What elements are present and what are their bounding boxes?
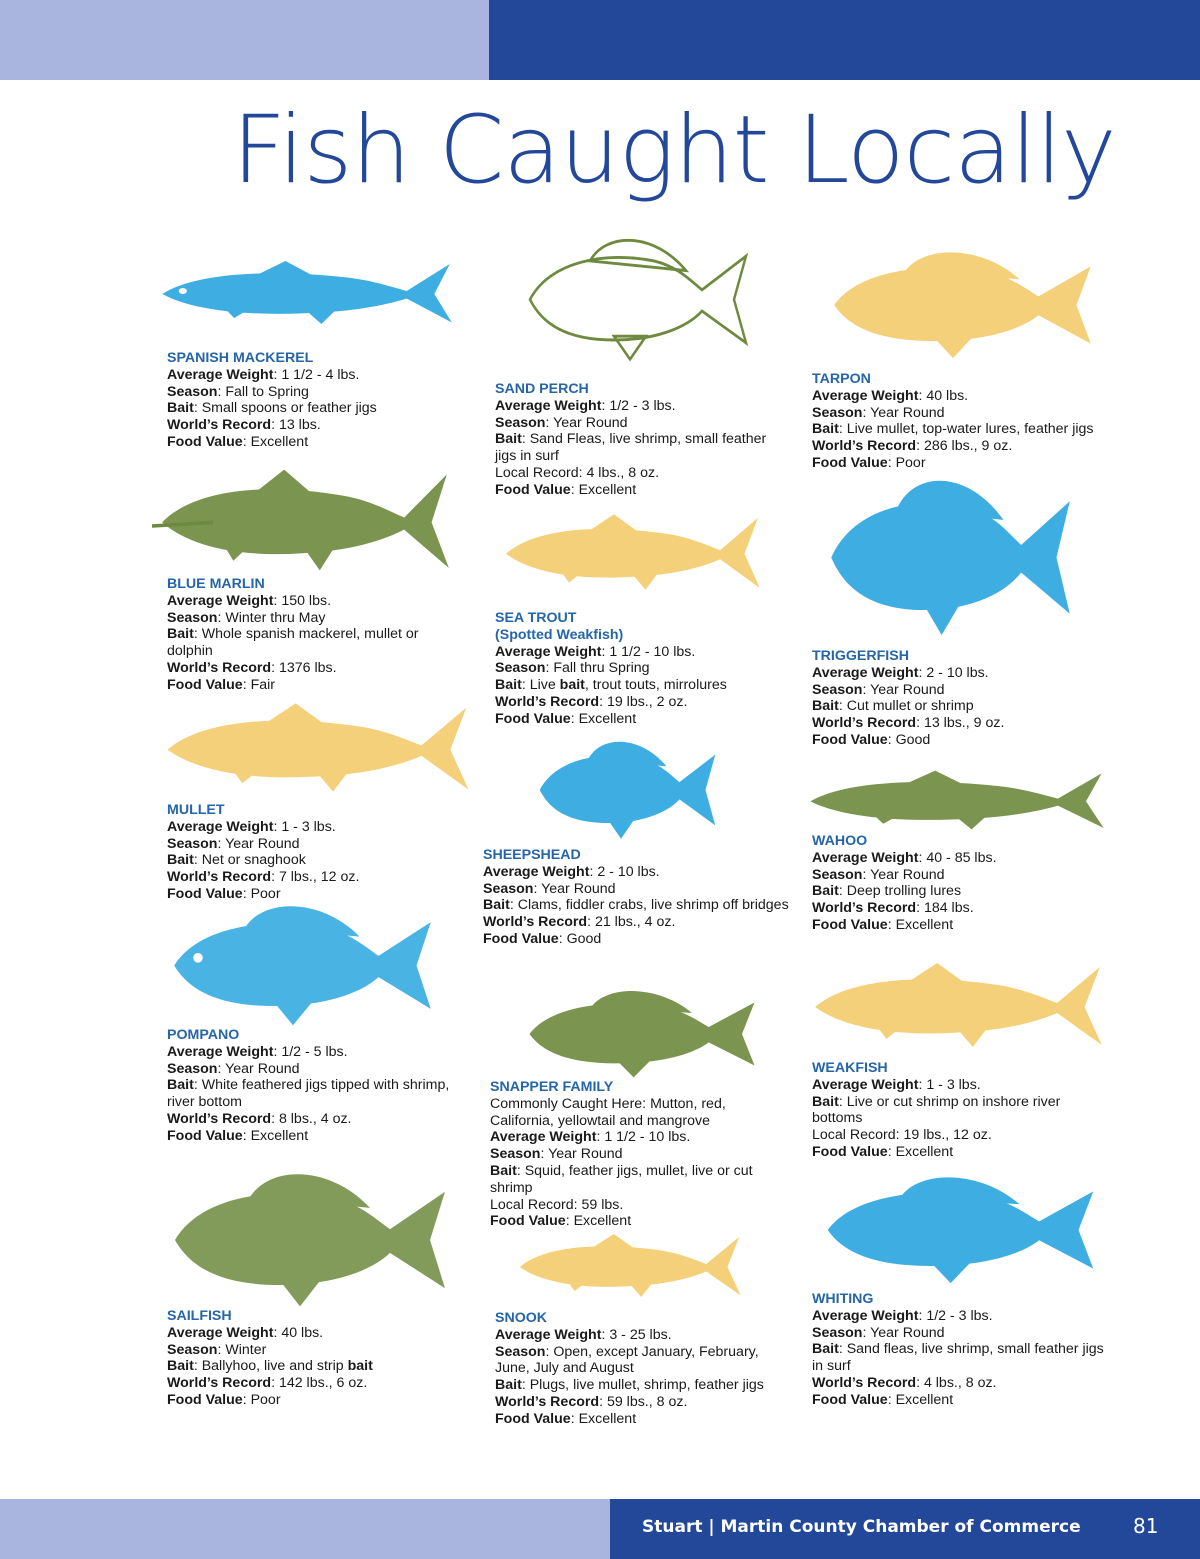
detail-label: Bait — [495, 1377, 522, 1394]
fish-detail-row — [167, 610, 467, 627]
detail-value: : Good — [558, 930, 602, 947]
fish-detail-row — [495, 1411, 785, 1428]
detail-label: Season — [490, 1146, 541, 1163]
detail-value: : 1376 lbs. — [271, 659, 337, 676]
wahoo-illustration — [800, 765, 1112, 835]
blue-marlin-illustration — [152, 460, 457, 580]
fish-detail-row — [167, 1392, 467, 1409]
fish-detail-row — [812, 665, 1112, 682]
detail-value: : Year Round — [862, 866, 945, 883]
detail-label: World’s Record — [167, 659, 272, 676]
fish-detail-row — [483, 897, 803, 914]
detail-value: : Year Round — [533, 880, 616, 897]
fish-detail-row — [812, 917, 1112, 934]
fish-entry-sheepshead — [483, 847, 803, 948]
fish-detail-row — [167, 434, 467, 451]
detail-value: : Year Round — [862, 404, 945, 421]
detail-label: Season — [167, 1060, 218, 1077]
sea-trout-illustration — [497, 507, 767, 597]
weakfish-illustration — [805, 955, 1110, 1055]
detail-value: : Excellent — [242, 433, 309, 450]
detail-label: Season — [167, 383, 218, 400]
fish-name: SHEEPSHEAD — [483, 847, 581, 863]
detail-label: Food Value — [167, 1127, 243, 1144]
fish-detail-row — [167, 660, 467, 677]
fish-detail-row — [167, 1375, 467, 1392]
detail-value: : Net or snaghook — [193, 852, 306, 869]
fish-detail-row — [812, 715, 1112, 732]
fish-name: WAHOO — [812, 833, 868, 849]
detail-value: : Ballyhoo, live and strip — [193, 1358, 348, 1375]
page-number: 81 — [1133, 1514, 1159, 1538]
fish-name: BLUE MARLIN — [167, 576, 265, 592]
detail-label: Food Value — [812, 1143, 888, 1160]
detail-label: World’s Record — [812, 900, 917, 917]
fish-entry-pompano — [167, 1027, 467, 1145]
fish-detail-row — [812, 405, 1112, 422]
header-band-light — [0, 0, 489, 80]
fish-detail-row — [167, 819, 467, 836]
detail-label: Season — [495, 660, 546, 677]
detail-value: : Fall thru Spring — [545, 660, 650, 677]
detail-value: : Plugs, live mullet, shrimp, feather jigs — [521, 1377, 764, 1394]
detail-value: : 7 lbs., 12 oz. — [271, 869, 360, 886]
fish-detail-row — [495, 1394, 785, 1411]
fish-detail-row — [812, 1077, 1112, 1094]
fish-detail-row — [812, 900, 1112, 917]
fish-entry-sand-perch — [495, 381, 785, 499]
detail-label: Season — [167, 609, 218, 626]
detail-value: : 1/2 - 5 lbs. — [273, 1043, 348, 1060]
triggerfish-illustration — [818, 470, 1083, 645]
detail-value: : Fair — [242, 676, 276, 693]
detail-label: Season — [812, 866, 863, 883]
detail-value: : White feathered jigs tipped with shrimp, river bottom — [167, 1077, 450, 1111]
sailfish-illustration — [160, 1165, 460, 1315]
detail-label: Food Value — [483, 930, 559, 947]
detail-label: Bait — [167, 1358, 194, 1375]
fish-detail-row — [495, 1327, 785, 1344]
detail-value: : Live or cut shrimp on inshore river bottoms — [812, 1093, 1061, 1127]
detail-value: : 13 lbs. — [271, 417, 321, 434]
detail-value: : Squid, feather jigs, mullet, live or cut shrimp — [490, 1162, 753, 1196]
detail-label: Bait — [167, 1077, 194, 1094]
detail-label: Average Weight — [167, 1043, 274, 1060]
detail-value: : Excellent — [570, 710, 637, 727]
detail-value: : Excellent — [887, 1143, 954, 1160]
fish-detail-row — [483, 881, 803, 898]
detail-value: : Poor — [887, 454, 926, 471]
detail-value: : 1 1/2 - 10 lbs. — [601, 643, 696, 660]
detail-value: : 40 lbs. — [918, 387, 969, 404]
fish-detail-row — [495, 1377, 785, 1394]
detail-value: : Live — [521, 677, 560, 694]
fish-entry-spanish-mackerel — [167, 350, 467, 451]
detail-value: : 1/2 - 3 lbs. — [918, 1307, 993, 1324]
sand-perch-illustration — [518, 232, 758, 367]
detail-value: Local Record: 19 lbs., 12 oz. — [812, 1127, 992, 1144]
detail-label: Bait — [812, 1093, 839, 1110]
detail-value: : Excellent — [565, 1213, 632, 1230]
fish-detail-row — [812, 1392, 1112, 1409]
detail-label: World’s Record — [812, 1374, 917, 1391]
detail-value-cont: , trout touts, mirrolures — [584, 677, 727, 694]
fish-entry-wahoo — [812, 833, 1112, 934]
detail-label: World’s Record — [812, 438, 917, 455]
fish-entry-snook — [495, 1310, 785, 1428]
detail-value: : Small spoons or feather jigs — [193, 400, 377, 417]
detail-label: Bait — [812, 421, 839, 438]
detail-value: Local Record: 59 lbs. — [490, 1196, 624, 1213]
detail-value: : 286 lbs., 9 oz. — [916, 438, 1013, 455]
detail-label: Bait — [167, 852, 194, 869]
detail-label: Food Value — [495, 710, 571, 727]
fish-detail-row — [167, 869, 467, 886]
page-title: Fish Caught Locally — [232, 96, 1116, 205]
detail-value: : 40 lbs. — [273, 1324, 324, 1341]
fish-detail-row — [490, 1129, 780, 1146]
fish-detail-row — [495, 465, 785, 482]
fish-detail-row — [490, 1096, 780, 1130]
detail-label: Bait — [812, 883, 839, 900]
fish-name: TRIGGERFISH — [812, 648, 909, 664]
detail-value: : Winter thru May — [217, 609, 326, 626]
fish-entry-sailfish — [167, 1308, 467, 1409]
detail-value: Commonly Caught Here: Mutton, red, California, yellowtail and mangrove — [490, 1095, 726, 1129]
fish-detail-row — [483, 864, 803, 881]
fish-detail-row — [495, 482, 785, 499]
detail-label: Bait — [812, 698, 839, 715]
detail-value: : Fall to Spring — [217, 383, 309, 400]
detail-value: : 4 lbs., 8 oz. — [916, 1374, 997, 1391]
fish-detail-row — [495, 415, 785, 432]
detail-label: World’s Record — [167, 1110, 272, 1127]
detail-label: Food Value — [167, 676, 243, 693]
fish-detail-row — [167, 1077, 467, 1111]
fish-detail-row — [812, 1127, 1112, 1144]
fish-detail-row — [812, 682, 1112, 699]
detail-label: Food Value — [812, 916, 888, 933]
detail-value: : 3 - 25 lbs. — [601, 1326, 672, 1343]
fish-entry-sea-trout — [495, 610, 785, 728]
pompano-illustration — [160, 898, 445, 1033]
fish-detail-row — [812, 1144, 1112, 1161]
fish-name: WHITING — [812, 1291, 874, 1307]
fish-detail-row — [495, 677, 785, 694]
detail-label: Food Value — [167, 433, 243, 450]
fish-name: SAILFISH — [167, 1308, 232, 1324]
fish-detail-row — [167, 1358, 467, 1375]
detail-bold-word: bait — [347, 1358, 373, 1375]
fish-detail-row — [812, 1094, 1112, 1128]
fish-detail-row — [495, 694, 785, 711]
fish-entry-triggerfish — [812, 648, 1112, 749]
detail-value: : Live mullet, top-water lures, feather jigs — [838, 421, 1094, 438]
detail-label: World’s Record — [483, 914, 588, 931]
fish-detail-row — [812, 1325, 1112, 1342]
detail-label: Bait — [812, 1341, 839, 1358]
fish-detail-row — [490, 1146, 780, 1163]
fish-detail-row — [812, 438, 1112, 455]
detail-label: Season — [495, 414, 546, 431]
detail-value: : Cut mullet or shrimp — [838, 698, 974, 715]
fish-name: POMPANO — [167, 1027, 240, 1043]
fish-name: SEA TROUT — [495, 610, 577, 626]
detail-label: Average Weight — [490, 1129, 597, 1146]
detail-label: Season — [495, 1343, 546, 1360]
detail-value: : Deep trolling lures — [838, 883, 962, 900]
fish-subname: (Spotted Weakfish) — [495, 626, 624, 643]
detail-label: Season — [812, 1324, 863, 1341]
fish-entry-blue-marlin — [167, 576, 467, 694]
detail-label: World’s Record — [167, 417, 272, 434]
fish-detail-row — [812, 388, 1112, 405]
detail-bold-word: bait — [559, 677, 585, 694]
detail-value: : Excellent — [887, 916, 954, 933]
detail-label: World’s Record — [495, 1393, 600, 1410]
snapper-illustration — [517, 985, 767, 1083]
detail-label: Average Weight — [812, 1307, 919, 1324]
spanish-mackerel-illustration — [152, 255, 460, 330]
detail-value: : 142 lbs., 6 oz. — [271, 1375, 368, 1392]
detail-value: : 8 lbs., 4 oz. — [271, 1110, 352, 1127]
detail-label: World’s Record — [167, 1375, 272, 1392]
sheepshead-illustration — [530, 735, 725, 845]
fish-detail-row — [490, 1197, 780, 1214]
detail-label: Season — [483, 880, 534, 897]
detail-value: : Excellent — [887, 1391, 954, 1408]
detail-label: Bait — [483, 897, 510, 914]
fish-detail-row — [812, 732, 1112, 749]
detail-value: : Year Round — [540, 1146, 623, 1163]
fish-detail-row — [495, 660, 785, 677]
fish-detail-row — [495, 398, 785, 415]
fish-name: SAND PERCH — [495, 381, 589, 397]
detail-value: : 184 lbs. — [916, 900, 974, 917]
detail-value: : Poor — [242, 1391, 281, 1408]
detail-label: Average Weight — [812, 664, 919, 681]
fish-detail-row — [490, 1163, 780, 1197]
tarpon-illustration — [820, 245, 1105, 365]
detail-label: World’s Record — [812, 715, 917, 732]
fish-detail-row — [812, 1308, 1112, 1325]
detail-value: : Year Round — [862, 681, 945, 698]
detail-label: Food Value — [167, 885, 243, 902]
detail-value: : 1 1/2 - 10 lbs. — [596, 1129, 691, 1146]
fish-detail-row — [495, 644, 785, 661]
detail-label: Season — [812, 681, 863, 698]
fish-detail-row — [167, 1342, 467, 1359]
detail-label: Food Value — [812, 454, 888, 471]
fish-detail-row — [812, 1341, 1112, 1375]
fish-detail-row — [812, 698, 1112, 715]
detail-label: Average Weight — [812, 387, 919, 404]
detail-label: Season — [167, 1341, 218, 1358]
detail-value: : 21 lbs., 4 oz. — [587, 914, 676, 931]
detail-label: World’s Record — [495, 693, 600, 710]
detail-label: Bait — [167, 626, 194, 643]
detail-value: : Year Round — [217, 835, 300, 852]
fish-name: MULLET — [167, 802, 225, 818]
fish-detail-row — [483, 914, 803, 931]
detail-label: Average Weight — [167, 366, 274, 383]
detail-label: Average Weight — [495, 643, 602, 660]
footer-publisher: Stuart | Martin County Chamber of Commerce — [642, 1517, 1081, 1537]
fish-name: WEAKFISH — [812, 1060, 888, 1076]
detail-label: Average Weight — [812, 1076, 919, 1093]
detail-label: Season — [812, 404, 863, 421]
fish-detail-row — [167, 626, 467, 660]
header-band-dark — [489, 0, 1200, 80]
fish-detail-row — [167, 593, 467, 610]
fish-detail-row — [495, 1344, 785, 1378]
detail-value: : 1/2 - 3 lbs. — [601, 397, 676, 414]
fish-name: SNAPPER FAMILY — [490, 1079, 614, 1095]
detail-label: Bait — [490, 1162, 517, 1179]
detail-value: : Whole spanish mackerel, mullet or dolphin — [167, 626, 419, 660]
detail-label: Bait — [495, 677, 522, 694]
detail-label: Bait — [495, 431, 522, 448]
fish-detail-row — [167, 852, 467, 869]
detail-label: Season — [167, 835, 218, 852]
detail-label: Average Weight — [483, 863, 590, 880]
detail-label: Average Weight — [167, 1324, 274, 1341]
detail-value: : Excellent — [570, 1410, 637, 1427]
detail-label: Average Weight — [812, 849, 919, 866]
detail-value: : Open, except January, February, June, July and August — [495, 1343, 759, 1377]
fish-detail-row — [167, 400, 467, 417]
fish-entry-weakfish — [812, 1060, 1112, 1161]
whiting-illustration — [813, 1170, 1108, 1290]
detail-label: Food Value — [490, 1213, 566, 1230]
detail-value: : Sand Fleas, live shrimp, small feather jigs in surf — [495, 431, 767, 465]
detail-value: : 1 - 3 lbs. — [918, 1076, 981, 1093]
fish-detail-row — [167, 1325, 467, 1342]
fish-detail-row — [495, 711, 785, 728]
detail-value: : 1 - 3 lbs. — [273, 818, 336, 835]
detail-value: : Sand fleas, live shrimp, small feather jigs in surf — [812, 1341, 1104, 1375]
fish-detail-row — [167, 1061, 467, 1078]
fish-detail-row — [167, 367, 467, 384]
detail-value: : Year Round — [545, 414, 628, 431]
fish-name: TARPON — [812, 371, 871, 387]
fish-name: SNOOK — [495, 1310, 548, 1326]
fish-detail-row — [812, 1375, 1112, 1392]
detail-label: Average Weight — [167, 818, 274, 835]
fish-detail-row — [812, 850, 1112, 867]
fish-detail-row — [167, 836, 467, 853]
detail-value: : 2 - 10 lbs. — [589, 863, 660, 880]
detail-label: Average Weight — [167, 592, 274, 609]
fish-entry-mullet — [167, 802, 467, 903]
fish-entry-snapper-family — [490, 1079, 780, 1230]
fish-entry-whiting — [812, 1291, 1112, 1409]
detail-label: Average Weight — [495, 1326, 602, 1343]
fish-detail-row — [167, 417, 467, 434]
fish-detail-row — [167, 1128, 467, 1145]
detail-value: : Poor — [242, 885, 281, 902]
footer-band-light — [0, 1499, 610, 1559]
fish-entry-tarpon — [812, 371, 1112, 472]
fish-detail-row — [167, 677, 467, 694]
detail-label: Food Value — [495, 1410, 571, 1427]
detail-value: : Excellent — [570, 481, 637, 498]
detail-value: : Year Round — [862, 1324, 945, 1341]
detail-value: : 13 lbs., 9 oz. — [916, 715, 1005, 732]
detail-label: World’s Record — [167, 869, 272, 886]
fish-detail-row — [167, 384, 467, 401]
fish-detail-row — [812, 867, 1112, 884]
detail-value: : 2 - 10 lbs. — [918, 664, 989, 681]
detail-label: Food Value — [167, 1391, 243, 1408]
detail-value: : 59 lbs., 8 oz. — [599, 1393, 688, 1410]
fish-detail-row — [812, 883, 1112, 900]
fish-detail-row — [167, 1111, 467, 1128]
fish-detail-row — [483, 931, 803, 948]
detail-value: : 40 - 85 lbs. — [918, 849, 997, 866]
detail-value: : Good — [887, 731, 931, 748]
detail-label: Food Value — [812, 1391, 888, 1408]
fish-detail-row — [167, 1044, 467, 1061]
detail-label: Food Value — [495, 481, 571, 498]
detail-label: Bait — [167, 400, 194, 417]
fish-detail-row — [495, 431, 785, 465]
detail-value: : Clams, fiddler crabs, live shrimp off bridges — [509, 897, 789, 914]
detail-label: Food Value — [812, 731, 888, 748]
detail-value: : Excellent — [242, 1127, 309, 1144]
detail-value: : Year Round — [217, 1060, 300, 1077]
detail-label: Average Weight — [495, 397, 602, 414]
snook-illustration — [512, 1228, 747, 1303]
detail-value: : 1 1/2 - 4 lbs. — [273, 366, 360, 383]
fish-name: SPANISH MACKEREL — [167, 350, 314, 366]
detail-value: : 150 lbs. — [273, 592, 332, 609]
fish-detail-row — [812, 421, 1112, 438]
detail-value: Local Record: 4 lbs., 8 oz. — [495, 464, 660, 481]
detail-value: : Winter — [217, 1341, 267, 1358]
mullet-illustration — [157, 695, 477, 800]
detail-value: : 19 lbs., 2 oz. — [599, 693, 688, 710]
